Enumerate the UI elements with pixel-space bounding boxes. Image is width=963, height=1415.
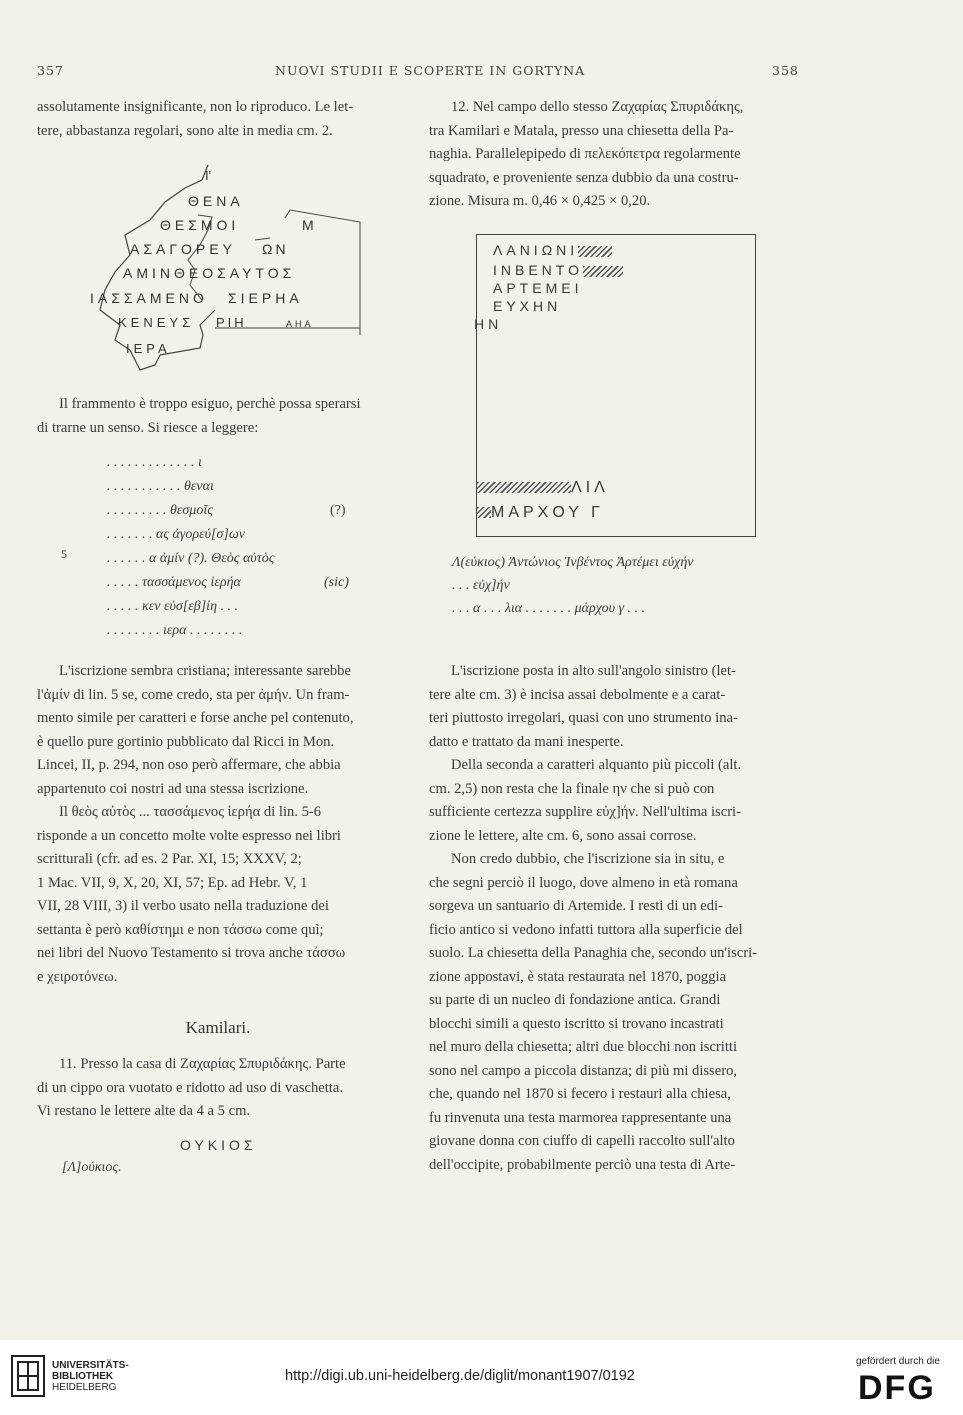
transcription-text: . . . . . . . . ιερα . . . . . . . . xyxy=(107,623,243,638)
fragment-line: ΡΙΗ xyxy=(216,315,247,330)
text-line: ficio antico si vedono infatti tuttora alla superficie del xyxy=(429,921,743,938)
text-line: appartenuto coi nostri ad una stessa iscrizione. xyxy=(37,780,309,797)
text-line: mento simile per caratteri e forse anche pel contenuto, xyxy=(37,710,354,726)
fragment-line: ΑΣΑΓΟΡΕΥ xyxy=(130,241,236,257)
stone-line xyxy=(477,479,609,497)
stone-top-edge xyxy=(477,234,755,235)
text-line: che segni perciò il luogo, dove almeno in età romana xyxy=(429,874,738,891)
text-line: scritturali (cfr. ad es. 2 Par. XI, 15; XXXV, 2; xyxy=(37,851,302,867)
transcription-text: . . . . . τασσάμενος ἱερήα xyxy=(107,575,241,590)
transcription-line xyxy=(37,575,399,599)
transcription-text: . . . . . κεν εὐσ[εβ]ίη . . . xyxy=(107,599,239,614)
fragment-line: Ι' xyxy=(205,168,212,183)
transcription-text: . . . . . . α ἀμίν (?). Θεὸς αὐτὸς xyxy=(107,551,275,566)
transcription-text: . . . . . . . ας ἀγορεύ[σ]ων xyxy=(107,527,245,542)
text-line: suolo. La chiesetta della Panaghia che, secondo un'iscri- xyxy=(429,945,758,961)
text-line: su parte di un nucleo di fondazione antica. Grandi xyxy=(429,992,721,1008)
text-line: l'ἀμίν di lin. 5 se, come credo, sta per ἀμήν. Un fram- xyxy=(37,686,350,703)
text-line: fu rinvenuta una testa marmorea rappresentante una xyxy=(429,1109,732,1126)
text-line: dell'occipite, probabilmente perciò una testa di Arte- xyxy=(429,1156,736,1173)
text-line: è quello pure gortinio pubblicato dal Ricci in Mon. xyxy=(37,733,335,750)
fragment-line: Μ xyxy=(302,217,314,233)
text-line: zione le lettere, alte cm. 6, sono assai corrose. xyxy=(429,827,697,844)
text-line: datto e trattato da mani inesperte. xyxy=(429,733,624,750)
text-line: 12. Nel campo dello stesso Ζαχαρίας Σπυριδάκης, xyxy=(451,99,744,115)
text-line: settanta è però καθίστημι e non τάσσω come quì; xyxy=(37,921,324,938)
text-line: Della seconda a caratteri alquanto più piccoli (alt. xyxy=(451,757,742,773)
transcription-line xyxy=(37,503,399,527)
reading-line: Λ(εύκιος) Ἀντώνιος Ἰνβέντος Ἀρτέμει εὐχήν xyxy=(452,555,694,570)
text-line: L'iscrizione sembra cristiana; interessante sarebbe xyxy=(59,663,351,679)
worn-area xyxy=(578,246,612,257)
text-line: sorgeva un santuario di Artemide. I resti di un edi- xyxy=(429,898,723,914)
fragment-line: ΙΑΣΣΑΜΕΝΟ xyxy=(90,290,208,306)
stone-line: ΑΡΤΕΜΕΙ xyxy=(493,280,583,296)
fragment-line: ΩΝ xyxy=(262,241,289,257)
transcription-line xyxy=(37,623,399,647)
fragment-line: ΣΙΕΡΗΑ xyxy=(228,290,303,306)
text-line: naghia. Parallelepipedo di πελεκόπετρα regolarmente xyxy=(429,146,741,162)
left-after-fragment xyxy=(37,393,399,440)
section-heading: Kamilari. xyxy=(185,1018,251,1037)
stone-line: ΕΥΧΗΝ xyxy=(493,298,562,314)
text-line: teri piuttosto irregolari, quasi con uno strumento ina- xyxy=(429,710,738,726)
text-line: Vi restano le lettere alte da 4 a 5 cm. xyxy=(37,1103,251,1119)
library-name-line: UNIVERSITÄTS- xyxy=(52,1360,129,1371)
reading-12 xyxy=(452,555,797,624)
text-line: sufficiente certezza supplire εὐχ]ήν. Nell'ultima iscri- xyxy=(429,804,741,820)
text-line: Il θεὸς αὐτὸς ... τασσάμενος ἱερήα di lin. 5-6 xyxy=(59,804,322,820)
text-line: nei libri del Nuovo Testamento si trova anche τάσσω xyxy=(37,945,346,961)
line-number: 5 xyxy=(61,547,67,561)
worn-area xyxy=(583,266,623,277)
fragment-line: ΚΕΝΕΥΣ xyxy=(118,315,195,330)
left-commentary-1 xyxy=(37,660,399,989)
fragment-line: ΑΜΙΝΘΕΟΣΑΥΤΟΣ xyxy=(123,265,296,281)
text-line: 11. Presso la casa di Ζαχαρίας Σπυριδάκης. Parte xyxy=(59,1056,346,1072)
transcription-note: (sic) xyxy=(324,575,349,590)
funded-by-label: gefördert durch die xyxy=(856,1356,940,1367)
left-page-number: 357 xyxy=(37,63,64,78)
running-title: NUOVI STUDII E SCOPERTE IN GORTYNA xyxy=(275,63,586,78)
stone-line-text: ΜΑΡΧΟΥ Γ xyxy=(491,504,604,521)
reading-line: . . . α . . . λια . . . . . . . μάρχου γ . . . xyxy=(452,601,646,616)
transcription-text: . . . . . . . . . . . . . ι xyxy=(107,455,202,470)
stone-line-text: ΛΙΛ xyxy=(571,479,609,496)
fragment-line: ΘΕΣΜΟΙ xyxy=(160,217,240,233)
left-intro xyxy=(37,96,399,143)
text-line: di un cippo ora vuotato e ridotto ad uso di vaschetta. xyxy=(37,1079,343,1096)
right-commentary xyxy=(429,660,795,1177)
stone-block-drawing xyxy=(476,234,756,537)
text-line: 1 Mac. VII, 9, X, 20, XI, 57; Ep. ad Hebr. V, 1 xyxy=(37,874,308,891)
text-line: tra Kamilari e Matala, presso una chiesetta della Pa- xyxy=(429,122,734,139)
stone-line xyxy=(493,242,612,258)
right-item-12 xyxy=(429,96,795,214)
transcription-line xyxy=(37,527,399,551)
stone-line xyxy=(493,262,623,278)
inscription-fragment-drawing xyxy=(90,160,380,375)
library-name-line: HEIDELBERG xyxy=(52,1382,117,1393)
text-line: risponde a un concetto molte volte espresso nei libri xyxy=(37,827,341,844)
text-line: blocchi simili a questo iscritto si trovano incastrati xyxy=(429,1015,724,1032)
text-line: assolutamente insignificante, non lo riproduco. Le let- xyxy=(37,99,354,115)
transcription-line xyxy=(37,547,399,575)
transcription-line xyxy=(37,455,399,479)
text-line: giovane donna con ciuffo di capelli raccolto sull'alto xyxy=(429,1133,735,1149)
text-line: e χειροτόνεω. xyxy=(37,968,118,985)
stone-line-text: ΙΝΒΕΝΤΟ xyxy=(493,262,583,278)
fragment-line: ΙΕΡΑ xyxy=(126,341,171,356)
library-logo-icon xyxy=(10,1354,46,1398)
digitization-footer xyxy=(0,1340,963,1415)
permalink-url[interactable]: http://digi.ub.uni-heidelberg.de/diglit/monant1907/0192 xyxy=(285,1368,635,1384)
inscription-11: ΟΥΚΙΟΣ xyxy=(180,1137,257,1153)
stone-line: ΗΝ xyxy=(474,316,503,332)
worn-area xyxy=(477,507,491,518)
text-line: di trarne un senso. Si riesce a leggere: xyxy=(37,419,259,436)
text-line: squadrato, e proveniente senza dubbio da una costru- xyxy=(429,169,739,186)
text-line: Il frammento è troppo esiguo, perchè possa sperarsi xyxy=(59,396,361,412)
text-line: zione. Misura m. 0,46 × 0,425 × 0,20. xyxy=(429,193,651,209)
stone-line xyxy=(477,504,604,522)
transcription-line xyxy=(37,599,399,623)
text-line: VII, 28 VIII, 3) il verbo usato nella traduzione dei xyxy=(37,898,329,914)
library-name-line: BIBLIOTHEK xyxy=(52,1371,114,1382)
text-line: Non credo dubbio, che l'iscrizione sia in situ, e xyxy=(451,851,725,867)
reading-line: . . . εὐχ]ήν xyxy=(452,578,510,593)
transcription-block xyxy=(37,455,399,647)
worn-area xyxy=(477,482,571,493)
text-line: Lincei, II, p. 294, non oso però affermare, che abbia xyxy=(37,757,341,773)
text-line: tere, abbastanza regolari, sono alte in media cm. 2. xyxy=(37,122,333,139)
text-line: L'iscrizione posta in alto sull'angolo sinistro (let- xyxy=(451,663,736,679)
reading-11: [Λ]ούκιος. xyxy=(62,1160,122,1175)
library-name xyxy=(52,1360,129,1393)
text-line: zione appostavi, è stata restaurata nel 1870, poggia xyxy=(429,968,727,985)
text-line: cm. 2,5) non resta che la finale ην che si può con xyxy=(429,780,715,797)
text-line: nel muro della chiesetta; altri due blocchi non iscritti xyxy=(429,1039,737,1055)
transcription-line xyxy=(37,479,399,503)
text-line: che, quando nel 1870 si fecero i restauri alla chiesa, xyxy=(429,1086,731,1102)
text-line: sono nel campo a piccola distanza; di più mi dissero, xyxy=(429,1062,738,1079)
right-page-number: 358 xyxy=(772,63,799,78)
left-item-11 xyxy=(37,1053,399,1124)
text-line: tere alte cm. 3) è incisa assai debolmente e a carat- xyxy=(429,686,726,703)
transcription-note: (?) xyxy=(330,503,346,518)
stone-line-text: ΛΑΝΙΩΝΙ xyxy=(493,242,579,258)
transcription-text: . . . . . . . . . . . θεναι xyxy=(107,479,214,494)
dfg-logo: DFG xyxy=(858,1369,936,1407)
fragment-line: ΑΗΑ xyxy=(286,319,314,329)
transcription-text: . . . . . . . . . θεσμοῖς xyxy=(107,503,213,518)
fragment-line: ΘΕΝΑ xyxy=(188,193,244,209)
